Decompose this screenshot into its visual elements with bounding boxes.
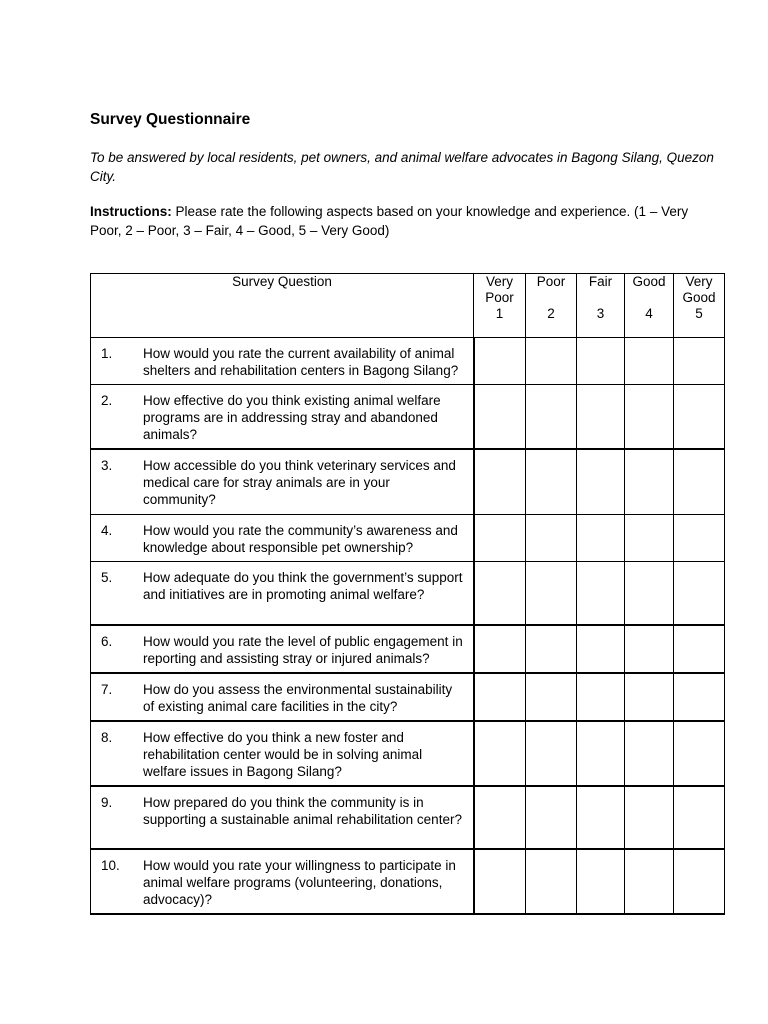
rating-header-1 [474,274,526,338]
rating-cell-1[interactable] [474,385,526,450]
question-column-header: Survey Question [91,274,474,338]
rating-cell-5[interactable] [674,338,725,385]
rating-header-label: Very Good [682,274,716,305]
rating-cell-2[interactable] [526,721,577,786]
question-number: 3. [101,458,113,473]
intro-text: To be answered by local residents, pet owners, and animal welfare advocates in Bagong Silang, Quezon City. [90,150,714,184]
rating-cell-2[interactable] [526,786,577,849]
rating-cell-5[interactable] [674,514,725,561]
rating-cell-3[interactable] [577,561,625,625]
rating-header-number: 4 [645,306,653,321]
question-number: 6. [101,634,113,649]
rating-cell-1[interactable] [474,786,526,849]
rating-cell-1[interactable] [474,561,526,625]
question-cell [91,849,474,914]
rating-cell-1[interactable] [474,338,526,385]
rating-header-5 [674,274,725,338]
rating-cell-4[interactable] [625,625,674,673]
question-row-2 [91,385,725,450]
rating-cell-2[interactable] [526,849,577,914]
rating-cell-5[interactable] [674,673,725,721]
question-row-10 [91,849,725,914]
rating-cell-4[interactable] [625,849,674,914]
rating-cell-1[interactable] [474,449,526,514]
rating-cell-3[interactable] [577,721,625,786]
question-text: How effective do you think a new foster and rehabilitation center would be in solving animal welfare issues in Bagong Silang? [143,730,423,779]
header-row [91,274,725,338]
question-row-6 [91,625,725,673]
survey-table [90,273,725,915]
question-number: 1. [101,346,113,361]
question-number: 2. [101,393,113,408]
question-cell [91,625,474,673]
rating-cell-4[interactable] [625,786,674,849]
rating-cell-2[interactable] [526,338,577,385]
rating-header-4 [625,274,674,338]
question-row-3 [91,449,725,514]
question-text: How accessible do you think veterinary services and medical care for stray animals are in your community? [143,458,456,507]
instructions-text: Please rate the following aspects based on your knowledge and experience. (1 – Very Poor, 2 – Poor, 3 – Fair, 4 – Good, 5 – Very Good) [90,204,689,238]
rating-cell-2[interactable] [526,385,577,450]
rating-cell-5[interactable] [674,625,725,673]
rating-header-label: Good [632,274,666,289]
question-text: How effective do you think existing animal welfare programs are in addressing stray and abandoned animals? [143,393,441,442]
rating-cell-4[interactable] [625,338,674,385]
rating-cell-2[interactable] [526,449,577,514]
rating-cell-3[interactable] [577,385,625,450]
rating-cell-2[interactable] [526,673,577,721]
rating-cell-4[interactable] [625,449,674,514]
rating-cell-3[interactable] [577,673,625,721]
question-row-8 [91,721,725,786]
question-cell [91,786,474,849]
question-cell [91,561,474,625]
rating-cell-5[interactable] [674,721,725,786]
page-title: Survey Questionnaire [90,111,251,128]
instructions [90,202,720,240]
rating-cell-4[interactable] [625,385,674,450]
rating-cell-4[interactable] [625,514,674,561]
rating-cell-3[interactable] [577,449,625,514]
rating-cell-1[interactable] [474,721,526,786]
question-cell [91,385,474,450]
question-cell [91,449,474,514]
question-cell [91,338,474,385]
rating-cell-3[interactable] [577,514,625,561]
question-text: How would you rate the community’s awareness and knowledge about responsible pet ownership? [143,522,458,555]
rating-cell-4[interactable] [625,673,674,721]
question-text: How prepared do you think the community is in supporting a sustainable animal rehabilitation center? [143,795,462,827]
question-text: How would you rate the current availability of animal shelters and rehabilitation centers in Bagong Silang? [143,346,459,378]
rating-cell-5[interactable] [674,561,725,625]
question-cell [91,673,474,721]
rating-cell-4[interactable] [625,721,674,786]
rating-header-2 [526,274,577,338]
question-number: 4. [101,522,113,538]
question-text: How adequate do you think the government’s support and initiatives are in promoting animal welfare? [143,569,463,602]
question-number: 7. [101,682,113,697]
rating-cell-4[interactable] [625,561,674,625]
question-row-4 [91,514,725,561]
rating-header-number: 5 [695,306,703,321]
rating-header-number: 3 [596,306,605,321]
rating-header-label: Fair [588,274,613,289]
rating-cell-1[interactable] [474,625,526,673]
rating-cell-3[interactable] [577,338,625,385]
rating-cell-1[interactable] [474,673,526,721]
question-cell [91,721,474,786]
rating-header-number: 2 [547,306,555,321]
rating-header-3 [577,274,625,338]
question-row-7 [91,673,725,721]
rating-header-label: Very Poor [485,274,514,305]
rating-cell-1[interactable] [474,849,526,914]
rating-cell-3[interactable] [577,625,625,673]
rating-cell-5[interactable] [674,385,725,450]
instructions-label: Instructions: [90,204,172,219]
rating-cell-5[interactable] [674,786,725,849]
rating-cell-3[interactable] [577,849,625,914]
rating-header-number: 1 [495,306,504,321]
question-text: How would you rate your willingness to participate in animal welfare programs (volunteering, donations, advocacy)? [143,858,456,907]
question-number: 9. [101,795,113,810]
question-row-1 [91,338,725,385]
rating-cell-2[interactable] [526,514,577,561]
question-number: 8. [101,730,113,745]
rating-cell-3[interactable] [577,786,625,849]
rating-header-label: Poor [536,274,566,289]
rating-cell-5[interactable] [674,449,725,514]
question-text: How would you rate the level of public engagement in reporting and assisting stray or injured animals? [143,634,463,666]
rating-cell-2[interactable] [526,625,577,673]
question-row-9 [91,786,725,849]
rating-cell-1[interactable] [474,514,526,561]
question-number: 10. [101,858,120,873]
rating-cell-2[interactable] [526,561,577,625]
question-text: How do you assess the environmental sustainability of existing animal care facilities in the city? [143,682,453,714]
question-number: 5. [101,569,113,585]
question-cell [91,514,474,561]
question-row-5 [91,561,725,625]
rating-cell-5[interactable] [674,849,725,914]
